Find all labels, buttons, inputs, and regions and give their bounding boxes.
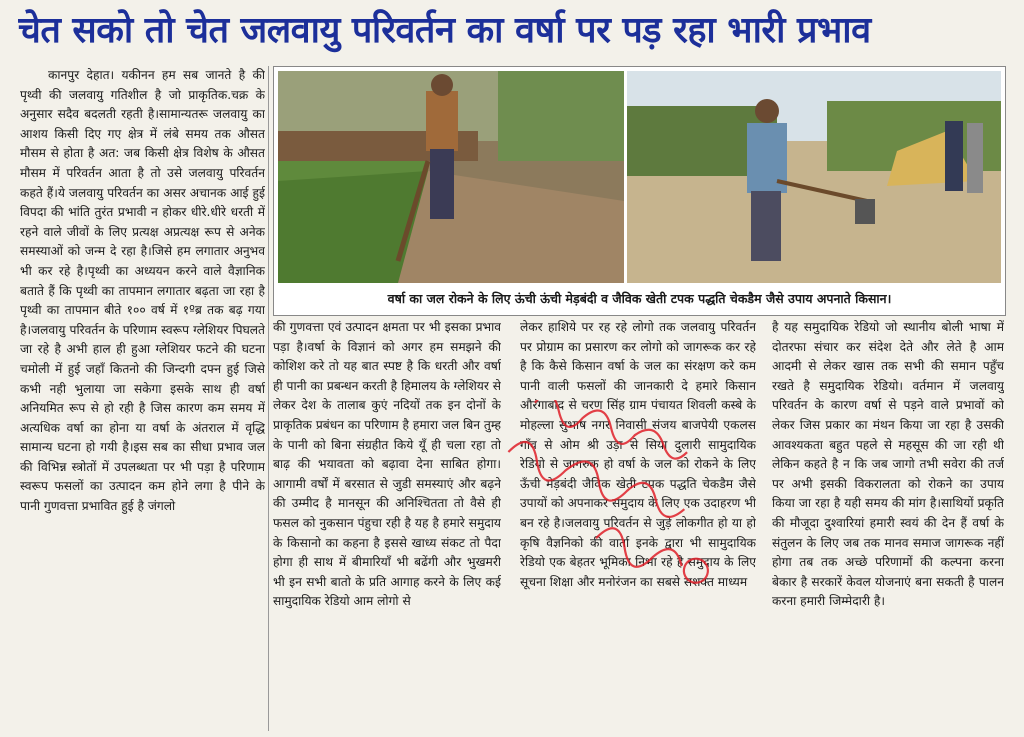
article-column-4 — [772, 318, 1004, 731]
column-2-text: की गुणवत्ता एवं उत्पादन क्षमता पर भी इसका प्रभाव पड़ा है।वर्षा के विज्ञानं को अगर हम समझने की कोशिश करे तो यह बात स्पष्ट है कि धरती और वर्षा ही पानी का प्रबन्धन करती है हिमालय के ग्लेशियर से लेकर देश के तालाब कुएं नदियों तक इन दोनों के प्राकृतिक प्रबंधन का परिणाम है हमारा जल बिन तुम्ह के पानी को बिना संग्रहीत किये यूँ ही चला रहा तो बाढ़ की भयावता को बढ़ावा देना साबित होगा।आगामी वर्षों में बरसात से जुडी समस्याएं और बढ़ने की उम्मीद है मानसून की अनिश्चितता तो वैसे ही फसल को नुकसान पंहुचा रही है यह है हमारे समुदाय के किसानो का कहना है इससे खाध्य संकट तो पैदा होगा ही साथ में बीमारियाँ भी बढेंगी और भुखमरी भी इन सभी बातो के प्रति आगाह करने के लिए कई सामुदायिक रेडियो आम लोगो से — [273, 320, 501, 609]
column-3-text: लेकर हाशिये पर रह रहे लोगो तक जलवायु परिवर्तन पर प्रोग्राम का प्रसारण कर लोगो को जागरूक कर रहे है कि कैसे किसान वर्षा के जल का संरक्षण करे कम पानी वाली फसलों की जानकारी दे हमारे किसान औरंगाबाद से चरण सिंह ग्राम पंचायत शिवली कस्बे के मोहल्ला सुभाष नगर निवासी संजय बाजपेयी एकलस गाँव से ओम श्री उड़ा से सिया दुलारी सामुदायिक रेडियो से जागरुक हो वर्षा के जल को रोकने के लिए ऊँची मेड़बंदी जैविक खेती टपक पद्धति चेकडैम जैसे उपायों को अपनाकर समुदाय के लिए एक उदाहरण भी बन रहे है।जलवायु परिवर्तन से जुड़े लोकगीत हो या हो कृषि वैज्ञनिको की वार्ता इनके द्वारा भी सामुदायिक रेडियो एक बेहतर भूमिका निभा रहे है समुदाय के लिए सूचना शिक्षा और मनोरंजन का सबसे सशक्त माध्यम — [520, 320, 756, 589]
column-divider — [268, 66, 269, 731]
photo-caption: वर्षा का जल रोकने के लिए ऊंची ऊंची मेड़बंदी व जैविक खेती टपक पद्धति चेकडैम जैसे उपाय अपनाते किसान। — [387, 291, 892, 306]
article-column-1 — [20, 66, 265, 731]
farmer-digging-photo — [278, 71, 624, 283]
page-headline: चेत सको तो चेत जलवायु परिवर्तन का वर्षा पर पड़ रहा भारी प्रभाव — [18, 10, 871, 51]
article-column-2 — [273, 318, 501, 731]
column-1-text: कानपुर देहात। यकीनन हम सब जानते है की पृथ्वी की जलवायु गतिशील है जो प्राकृतिक.चक्र के अनुसार सदैव बदलती रहती है।सामान्यतरू जलवायु का आशय किसी दिए गए क्षेत्र में लंबे समय तक औसत मौसम से होता है अत: जब किसी क्षेत्र विशेष के औसत मौसम में परिवर्तन आता है तो उसे जलवायु परिवर्तन कहते हैं।ये जलवायु परिवर्तन का असर अचानक आई हुई विपदा की भांति तुरंत प्रभावी न होकर धीरे.धीरे धरती में रहने वाले जीवों के लिए प्रत्यक्ष अप्रत्यक्ष रूप से अनेक समस्याओं को जन्म दे रहा है।जिसे हम लगातार अनुभव भी कर रहे है।पृथ्वी का अध्ययन करने वाले वैज्ञानिक बताते हैं कि पृथ्वी का तापमान लगातार बढ़ता जा रहा है पृथ्वी का तापमान बीते १०० वर्ष में १ºब्र तक बढ़ गया है।जलवायु परिवर्तन के परिणाम स्वरूप ग्लेशियर पिघलते जा रहे है अभी हाल ही हुआ ग्लेशियर फटने की घटना चमोली में हुई जहाँ कितनो की जिन्दगी दफ्न हुई जिसे कभी नही भुलाया जा सकेगा इसके साथ ही वर्षा अनियमित रूप से हो रही है जिस कारण कम समय में अत्यधिक वर्षा का होना या वर्षा के अंतराल में वृद्धि सामान्य घटना हो गयी है।इस सब का सीधा प्रभाव जल की विभिन्न स्त्रोतों में उपलब्धता पर भी पड़ा है परिणाम स्वरूप फसलों का उत्पादन कम होने लगा है पीने के पानी गुणवत्ता प्रभावित हुई है जंगलो — [20, 68, 265, 514]
article-column-3 — [520, 318, 756, 731]
column-4-text: है यह समुदायिक रेडियो जो स्थानीय बोली भाषा में दोतरफा संचार कर संदेश देते और लेते है आम आदमी से लेकर खास तक सभी की समान पहुँच रखते है समुदायिक रेडियो। वर्तमान में जलवायु परिवर्तन के कारण वर्षा से पड़ने वाले प्रभावों को लेकर जिस प्रकार का मंथन किया जा रहा है उसकी आवश्यकता बहुत पहले से महसूस की जा रही थी लेकिन कहते है न कि जब जागो तभी सवेरा की तर्ज पर अभी इसकी विकरालता को रोकने का उपाय किया जा रहा है यही समय की मांग है।साथियों प्रकृति की मौजूदा दुश्वारियां हमारी स्वयं की देन हैं वर्षा के संतुलन के लिए जब तक मानव समाज जागरूक नहीं होगा तब तक अच्छे परिणामों की कल्पना करना बेकार है सरकारें केवल योजनाएं बना सकती है पालन करना हमारी जिम्मेदारी है। — [772, 320, 1004, 609]
photo-panel — [273, 66, 1006, 316]
farmer-spade-photo — [627, 71, 1001, 283]
